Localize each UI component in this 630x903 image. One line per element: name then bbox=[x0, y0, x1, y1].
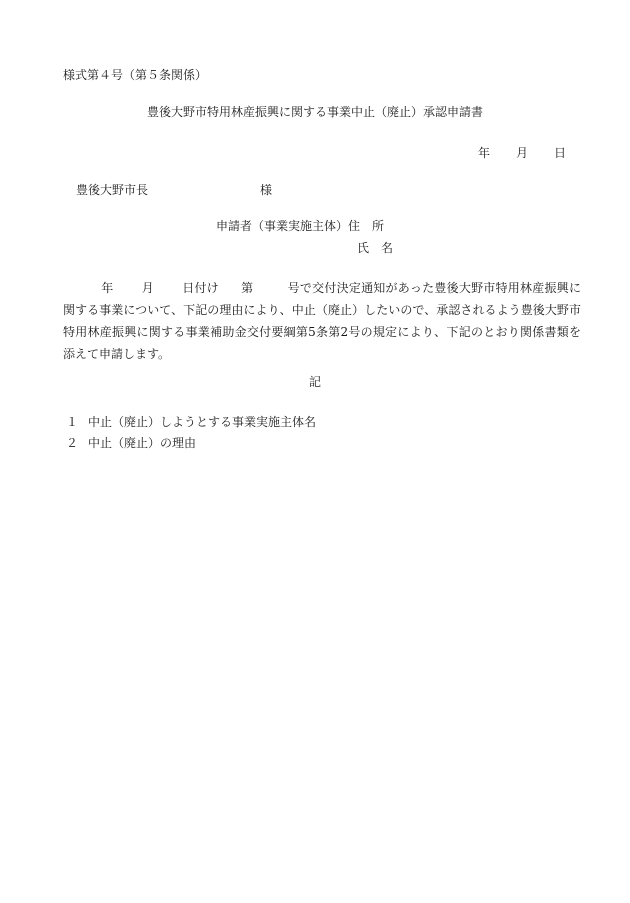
body-paragraph bbox=[63, 277, 581, 365]
body-year-label: 年 bbox=[101, 281, 114, 295]
document-title: 豊後大野市特用林産振興に関する事業中止（廃止）承認申請書 bbox=[146, 105, 483, 119]
date-month-label: 月 bbox=[515, 146, 528, 160]
addressee-name: 豊後大野市長 bbox=[76, 183, 149, 197]
form-number: 様式第４号（第５条関係） bbox=[63, 68, 208, 82]
list-item-text: 中止（廃止）しようとする事業実施主体名 bbox=[88, 415, 317, 429]
applicant-address-label: 住 所 bbox=[348, 219, 385, 233]
date-year-label: 年 bbox=[477, 146, 490, 160]
list-item-number: １ bbox=[66, 415, 79, 429]
list-item bbox=[66, 435, 196, 451]
applicant-name-label: 氏 名 bbox=[357, 241, 394, 255]
applicant-name-line bbox=[357, 240, 393, 256]
ki-heading: 記 bbox=[308, 375, 321, 389]
body-text: 号で交付決定通知があった豊後大野市特用林産振興に関する事業について、下記の理由により、中止（廃止）したいので、承認されるよう豊後大野市特用林産振興に関する事業補助金交付要綱第5条第2号の規定により、下記のとおり関係書類を添えて申請します。 bbox=[63, 281, 581, 361]
list-item-text: 中止（廃止）の理由 bbox=[88, 436, 197, 450]
addressee-honorific: 様 bbox=[260, 183, 273, 197]
date-day-label: 日 bbox=[553, 146, 566, 160]
list-item bbox=[66, 414, 316, 430]
list-item-number: ２ bbox=[66, 436, 79, 450]
body-month-label: 月 bbox=[141, 281, 154, 295]
applicant-address-line bbox=[216, 218, 384, 234]
date-line bbox=[478, 145, 566, 161]
body-day-label: 日付け bbox=[181, 281, 219, 295]
addressee bbox=[76, 182, 272, 198]
body-number-prefix: 第 bbox=[240, 281, 254, 295]
applicant-label: 申請者（事業実施主体） bbox=[216, 219, 349, 233]
